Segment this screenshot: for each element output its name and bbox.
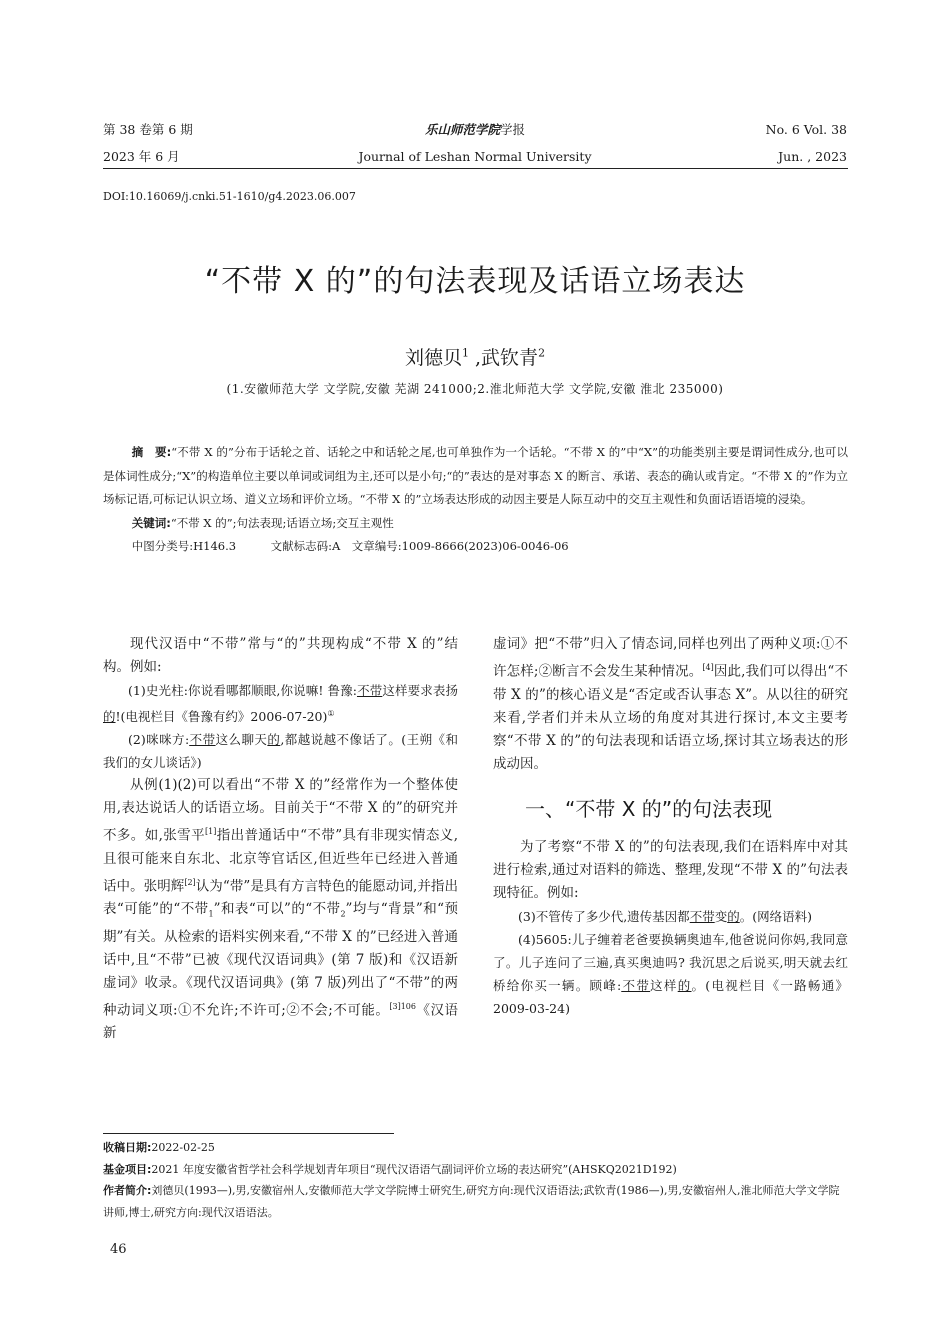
body-right-column [493,633,848,1020]
fund: 基金项目:2021 年度安徽省哲学社会科学规划青年项目“现代汉语语气副词评价立场的表达研究”(AHSKQ2021D192) [103,1162,677,1176]
author-bio: 作者简介:刘德贝(1993—),男,安徽宿州人,安徽师范大学文学院博士研究生,研究方向:现代汉语语法;武钦青(1986—),男,安徽宿州人,淮北师范大学文学院讲师,博士,研究方向:现代汉语语法。 [103,1184,840,1219]
example-2: (2)咪咪方:不带这么聊天的,都越说越不像话了。(王朔《和我们的女儿谈话》) [103,732,458,771]
date-en: Jun. , 2023 [778,149,847,164]
page-number: 46 [110,1242,127,1257]
footnotes [103,1137,848,1223]
abstract: 摘 要:“不带 X 的”分布于话轮之首、话轮之中和话轮之尾,也可单独作为一个话轮。“不带 X 的”中“X”的功能类别主要是谓词性成分,也可以是体词性成分;“X”的构造单位主要以单词或词组为主,还可以是小句;“的”表达的是对事态 X 的断言、承诺、表态的确认或肯定。“不带 X 的”作为立场标记语,可标记认识立场、道义立场和评价立场。“不带 X 的”立场表达形成的动因主要是人际互动中的交互主观性和负面话语语境的浸染。 [103,445,848,506]
authors: 刘德贝$^1$ ,武钦青$^2$ [404,346,546,369]
received-date: 收稿日期:2022-02-25 [103,1141,215,1154]
example-4: (4)5605:儿子缠着老爸要换辆奥迪车,他爸说问你妈,我同意了。儿子连问了三遍,真买奥迪吗? 我沉思之后说买,明天就去红桥给你买一辆。顾峰:不带这样的。(电视栏目《一路畅通》2009-03-24) [493,931,848,1016]
classification: 中图分类号:H146.3 文献标志码:A 文章编号:1009-8666(2023)06-0046-06 [131,539,569,553]
abstract-block [103,441,848,559]
author-2: 武钦青 [481,347,539,369]
author-1: 刘德贝 [404,347,462,369]
paragraph: 为了考察“不带 X 的”的句法表现,我们在语料库中对其进行检索,通过对语料的筛选、整理,发现“不带 X 的”句法表现特征。例如: [493,838,848,901]
journal-brand: 乐山师范学院 [424,122,500,137]
body-left-column [103,633,458,1045]
journal-title-en: Journal of Leshan Normal University [358,149,592,164]
doi: DOI:10.16069/j.cnki.51-1610/g4.2023.06.007 [103,190,356,203]
publication-date-cn: 2023 年 6 月 [103,149,180,164]
paragraph: 现代汉语中“不带”常与“的”共现构成“不带 X 的”结构。例如: [103,636,458,675]
issue-en: No. 6 Vol. 38 [765,122,847,137]
article-title: “不带 X 的”的句法表现及话语立场表达 [204,264,746,299]
paragraph: 虚词》把“不带”归入了情态词,同样也列出了两种义项:①不许怎样;②断言不会发生某种情况。[4]因此,我们可以得出“不带 X 的”的核心语义是“否定或否认事态 X”。从以往的研究来看,学者们并未从立场的角度对其进行探讨,本文主要考察“不带 X 的”的句法表现和话语立场,探讨其立场表达的形成动因。 [493,636,848,772]
section-heading: 一、“不带 X 的”的句法表现 [525,796,773,821]
keywords: 关键词:“不带 X 的”;句法表现;话语立场;交互主观性 [131,515,394,530]
paragraph: 从例(1)(2)可以看出“不带 X 的”经常作为一个整体使用,表达说话人的话语立场。目前关于“不带 X 的”的研究并不多。如,张雪平[1]指出普通话中“不带”具有非现实情态义,且很可能来自东北、北京等官话区,但近些年已经进入普通话中。张明辉[2]认为“带”是具有方言特色的能愿动词,并指出表“可能”的“不带$_1$”和表“可以”的“不带$_2$”均与“背景”和“预期”有关。从检索的语料实例来看,“不带 X 的”已经进入普通话中,且“不带”已被《现代汉语词典》(第 7 版)和《汉语新虚词》收录。《现代汉语词典》(第 7 版)列出了“不带”的两种动词义项:①不允许;不许可;②不会;不可能。$^{[3]106}$《汉语新 [103,777,458,1042]
example-1: (1)史光柱:你说看哪都顺眼,你说嘛! 鲁豫:不带这样要求表扬的!(电视栏目《鲁豫有约》2006-07-20)① [103,683,458,725]
volume-issue: 第 38 卷第 6 期 [103,122,193,137]
header-right [766,121,847,166]
example-3: (3)不管传了多少代,遗传基因都不带变的。(网络语料) [518,908,812,924]
affiliation: (1.安徽师范大学 文学院,安徽 芜湖 241000;2.淮北师范大学 文学院,安徽 淮北 235000) [226,382,724,396]
journal-title-cn: 乐山师范学院学报 [424,122,526,137]
footnote-rule [103,1133,394,1134]
header-rule [103,168,848,169]
